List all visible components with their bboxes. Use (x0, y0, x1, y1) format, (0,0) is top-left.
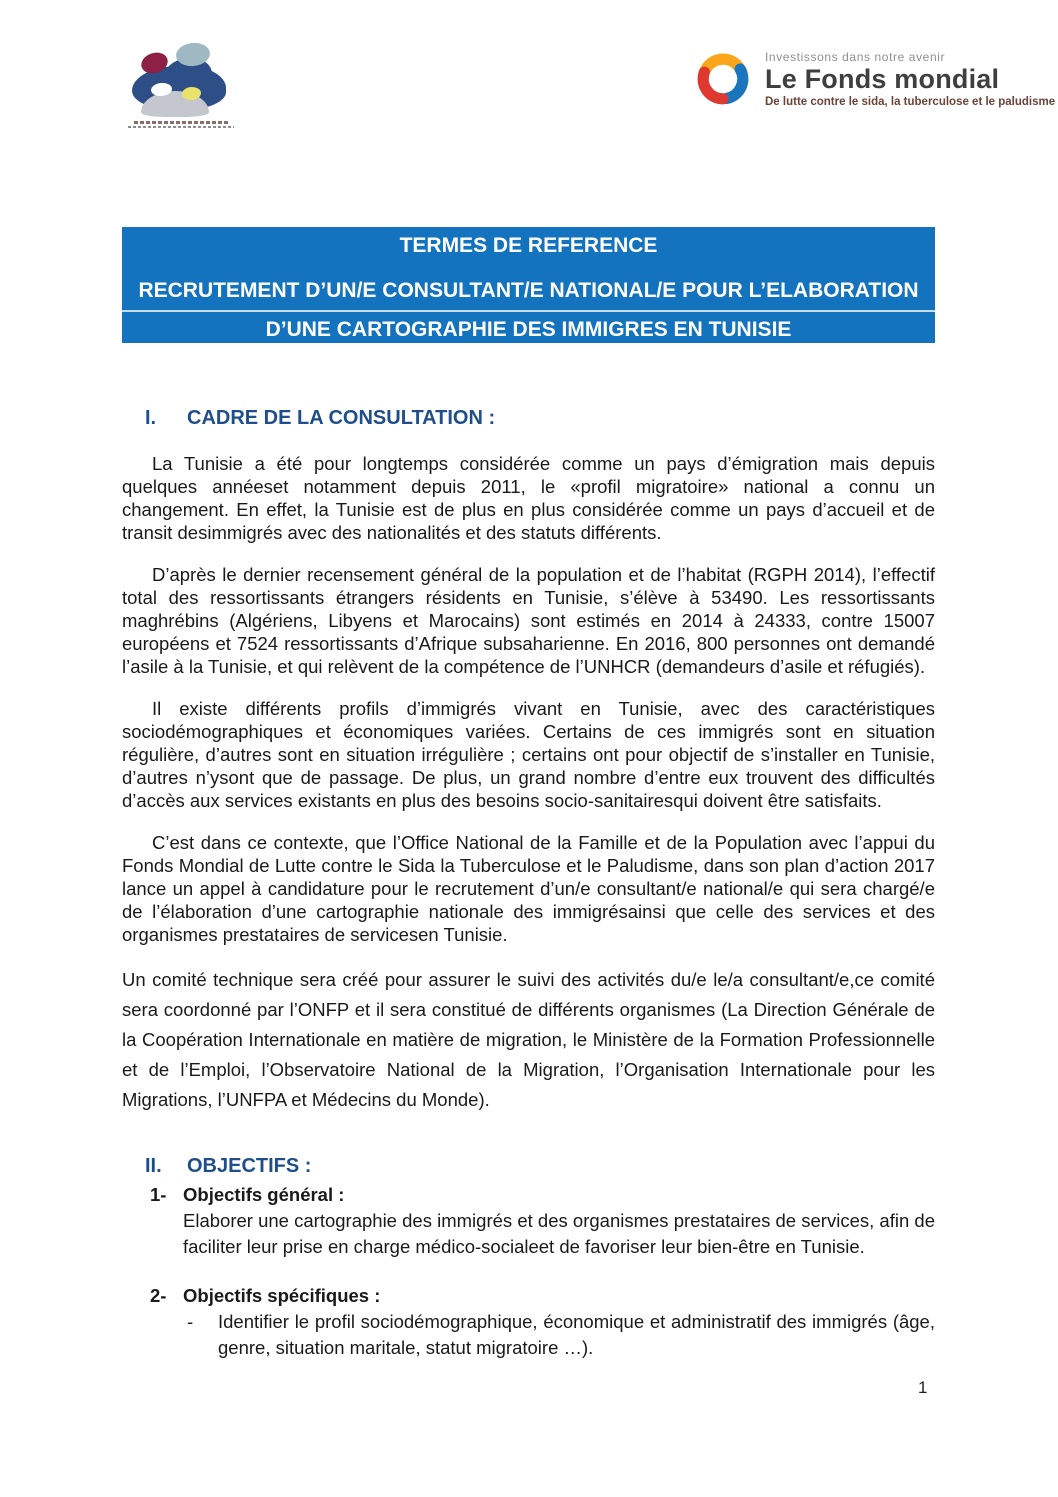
title-band-main-cell (122, 227, 935, 310)
onfp-logo (128, 42, 234, 128)
objectif-body: Elaborer une cartographie des immigrés et des organismes prestataires de services, afin de faciliter leur prise en charge médico-socialeet de favoriser leur bien-être en Tunisie. (183, 1210, 935, 1257)
bullet-marker: - (187, 1311, 194, 1332)
bullet-text: Identifier le profil sociodémographique, économique et administratif des immigrés (âge, genre, situation maritale, statut migratoire …). (218, 1311, 935, 1358)
global-fund-swirl-icon (690, 46, 756, 112)
global-fund-logo (690, 46, 1055, 112)
section-number: II. (145, 1155, 162, 1177)
document-body (122, 227, 935, 1361)
document-title: TERMES DE REFERENCE (399, 234, 658, 257)
paragraph: C’est dans ce contexte, que l’Office National de la Famille et de la Population avec l’appui du Fonds Mondial de Lutte contre le Sida la Tuberculose et le Paludisme, dans son plan d’action 2017 lance un appel à candidature pour le recrutement d’un/e consultant/e national/e qui sera chargé/e de l’élaboration d’une cartographie nationale des immigrésainsi que celle des services et des organismes prestataires de servicesen Tunisie. (122, 832, 935, 945)
bullet-item (187, 1309, 935, 1361)
objectif-title: Objectifs spécifiques : (183, 1285, 381, 1306)
document-subtitle: RECRUTEMENT D’UN/E CONSULTANT/E NATIONAL/E POUR L’ELABORATION (138, 279, 919, 302)
onfp-caption-line (128, 126, 234, 128)
global-fund-title: Le Fonds mondial (765, 64, 1000, 94)
section-heading-cadre (145, 405, 935, 431)
section-heading-objectifs (145, 1153, 935, 1179)
page-number: 1 (918, 1378, 928, 1397)
list-number: 1- (150, 1184, 167, 1205)
document-subtitle-2: D’UNE CARTOGRAPHIE DES IMMIGRES EN TUNISIE (122, 310, 935, 343)
paragraph: D’après le dernier recensement général de la population et de l’habitat (RGPH 2014), l’effectif total des ressortissants étrangers résidents en Tunisie, s’élève à 53490. Les ressortissants maghrébins (Algériens, Libyens et Marocains) sont estimés en 2014 à 24333, contre 15007 européens et 7524 ressortissants d’Afrique subsaharienne. En 2016, 800 personnes ont demandé l’asile à la Tunisie, et qui relèvent de la compétence de l’UNHCR (demandeurs d’asile et réfugiés). (122, 564, 935, 677)
onfp-caption-line (134, 121, 228, 124)
objectif-title: Objectifs général : (183, 1184, 345, 1205)
objectif-general-item (150, 1182, 935, 1260)
global-fund-wordmark (765, 50, 1055, 108)
global-fund-tagline-top: Investissons dans notre avenir (765, 50, 946, 64)
paragraph: La Tunisie a été pour longtemps considérée comme un pays d’émigration mais depuis quelques annéeset notamment depuis 2011, le «profil migratoire» national a connu un changement. En effet, la Tunisie est de plus en plus considérée comme un pays d’accueil et de transit desimmigrés avec des nationalités et des statuts différents. (122, 453, 935, 543)
section-title: OBJECTIFS : (187, 1155, 312, 1177)
objectif-specifiques-item (150, 1283, 935, 1361)
title-band (122, 227, 935, 343)
section-number: I. (145, 407, 157, 429)
global-fund-tagline-bottom: De lutte contre le sida, la tuberculose et le paludisme (765, 96, 1056, 108)
list-number: 2- (150, 1285, 167, 1306)
paragraph: Il existe différents profils d’immigrés vivant en Tunisie, avec des caractéristiques sociodémographiques et économiques variées. Certains de ces immigrés sont en situation régulière, d’autres sont en situation irrégulière ; certains ont pour objectif de s’installer en Tunisie, d’autres n’ysont que de passage. De plus, un grand nombre d’entre eux trouvent des difficultés d’accès aux services existants en plus des besoins socio-sanitairesqui doivent être satisfaits. (122, 698, 935, 811)
section-title: CADRE DE LA CONSULTATION : (187, 407, 496, 429)
paragraph: Un comité technique sera créé pour assurer le suivi des activités du/e le/a consultant/e,ce comité sera coordonné par l’ONFP et il sera constitué de différents organismes (La Direction Générale de la Coopération Internationale en matière de migration, le Ministère de la Formation Professionnelle et de l’Emploi, l’Observatoire National de la Migration, l’Organisation Internationale pour les Migrations, l’UNFPA et Médecins du Monde). (122, 969, 935, 1110)
